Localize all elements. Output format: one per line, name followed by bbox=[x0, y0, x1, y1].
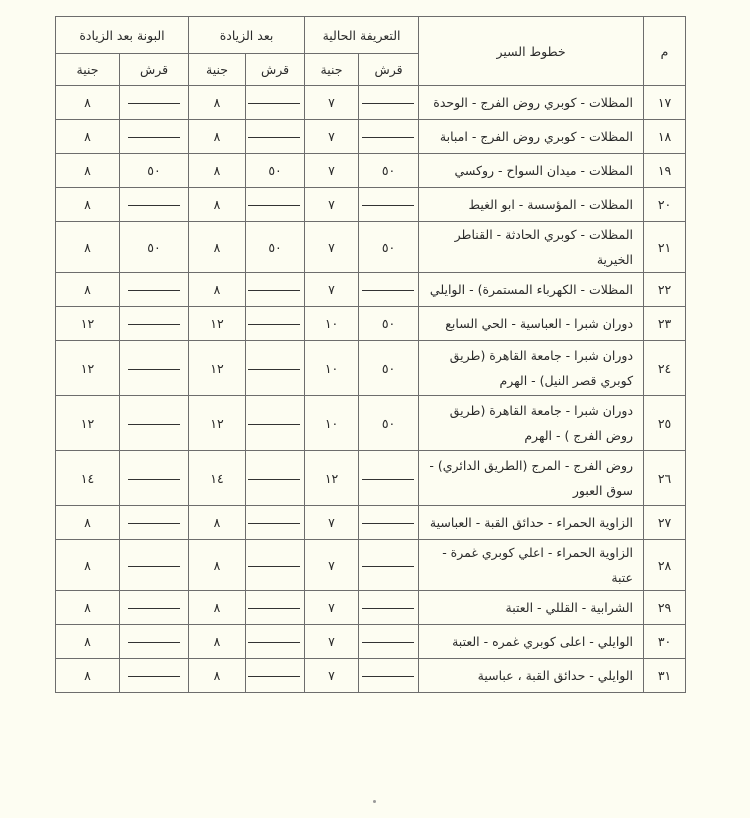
subscription-qirsh bbox=[120, 625, 189, 659]
route-name: المظلات - المؤسسة - ابو الغيط bbox=[419, 188, 644, 222]
current-fare-qirsh bbox=[359, 86, 419, 120]
table-row bbox=[56, 154, 686, 188]
current-fare-pound: ١٠ bbox=[305, 396, 359, 451]
table-row bbox=[56, 625, 686, 659]
header-qirsh: قرش bbox=[246, 54, 305, 86]
current-fare-pound: ١٢ bbox=[305, 451, 359, 506]
row-number: ١٩ bbox=[644, 154, 686, 188]
after-increase-qirsh bbox=[246, 659, 305, 693]
route-name: المظلات - كوبري روض الفرج - امبابة bbox=[419, 120, 644, 154]
subscription-pound: ٨ bbox=[56, 591, 120, 625]
table-row bbox=[56, 273, 686, 307]
empty-value-dash bbox=[128, 137, 180, 138]
table-row bbox=[56, 396, 686, 451]
header-qirsh: قرش bbox=[359, 54, 419, 86]
empty-value-dash bbox=[248, 523, 300, 524]
row-number: ٣٠ bbox=[644, 625, 686, 659]
subscription-pound: ٨ bbox=[56, 120, 120, 154]
route-name: المظلات - ميدان السواح - روكسي bbox=[419, 154, 644, 188]
empty-value-dash bbox=[128, 566, 180, 567]
current-fare-pound: ٧ bbox=[305, 188, 359, 222]
empty-value-dash bbox=[362, 642, 414, 643]
after-increase-qirsh bbox=[246, 86, 305, 120]
table-row bbox=[56, 451, 686, 506]
empty-value-dash bbox=[248, 103, 300, 104]
route-name: الزاوية الحمراء - حدائق القبة - العباسية bbox=[419, 506, 644, 540]
subscription-pound: ١٢ bbox=[56, 307, 120, 341]
empty-value-dash bbox=[362, 205, 414, 206]
empty-value-dash bbox=[128, 608, 180, 609]
route-name: دوران شبرا - العباسية - الحي السابع bbox=[419, 307, 644, 341]
route-name: المظلات - كوبري روض الفرج - الوحدة bbox=[419, 86, 644, 120]
after-increase-pound: ٨ bbox=[189, 506, 246, 540]
subscription-pound: ٨ bbox=[56, 222, 120, 273]
subscription-pound: ٨ bbox=[56, 86, 120, 120]
empty-value-dash bbox=[362, 676, 414, 677]
current-fare-qirsh: ٥٠ bbox=[359, 307, 419, 341]
route-name: دوران شبرا - جامعة القاهرة (طريق روض الفرج ) - الهرم bbox=[419, 396, 644, 451]
header-pound: جنية bbox=[189, 54, 246, 86]
after-increase-pound: ١٢ bbox=[189, 341, 246, 396]
row-number: ٢٣ bbox=[644, 307, 686, 341]
current-fare-pound: ٧ bbox=[305, 506, 359, 540]
header-pound: جنية bbox=[56, 54, 120, 86]
table-row bbox=[56, 188, 686, 222]
empty-value-dash bbox=[362, 608, 414, 609]
current-fare-qirsh bbox=[359, 273, 419, 307]
empty-value-dash bbox=[128, 479, 180, 480]
after-increase-qirsh bbox=[246, 307, 305, 341]
subscription-pound: ٨ bbox=[56, 540, 120, 591]
subscription-pound: ٨ bbox=[56, 188, 120, 222]
current-fare-qirsh: ٥٠ bbox=[359, 396, 419, 451]
subscription-qirsh bbox=[120, 396, 189, 451]
subscription-qirsh bbox=[120, 86, 189, 120]
after-increase-pound: ٨ bbox=[189, 273, 246, 307]
header-pound: جنية bbox=[305, 54, 359, 86]
empty-value-dash bbox=[128, 369, 180, 370]
current-fare-qirsh bbox=[359, 591, 419, 625]
table-row bbox=[56, 591, 686, 625]
after-increase-pound: ٨ bbox=[189, 625, 246, 659]
header-after-increase: بعد الزيادة bbox=[189, 17, 305, 54]
row-number: ١٧ bbox=[644, 86, 686, 120]
current-fare-pound: ٧ bbox=[305, 154, 359, 188]
header-subscription-after-increase: البونة بعد الزيادة bbox=[56, 17, 189, 54]
empty-value-dash bbox=[248, 205, 300, 206]
empty-value-dash bbox=[362, 479, 414, 480]
current-fare-pound: ٧ bbox=[305, 86, 359, 120]
table-row bbox=[56, 307, 686, 341]
subscription-pound: ٨ bbox=[56, 659, 120, 693]
after-increase-pound: ٨ bbox=[189, 540, 246, 591]
after-increase-qirsh: ٥٠ bbox=[246, 154, 305, 188]
after-increase-pound: ٨ bbox=[189, 222, 246, 273]
subscription-qirsh bbox=[120, 591, 189, 625]
row-number: ٢٧ bbox=[644, 506, 686, 540]
current-fare-qirsh bbox=[359, 188, 419, 222]
subscription-pound: ٨ bbox=[56, 273, 120, 307]
current-fare-qirsh bbox=[359, 659, 419, 693]
subscription-qirsh bbox=[120, 506, 189, 540]
table-row bbox=[56, 86, 686, 120]
empty-value-dash bbox=[128, 103, 180, 104]
empty-value-dash bbox=[128, 290, 180, 291]
route-name: المظلات - الكهرباء المستمرة) - الوايلي bbox=[419, 273, 644, 307]
route-name: دوران شبرا - جامعة القاهرة (طريق كوبري قصر النيل) - الهرم bbox=[419, 341, 644, 396]
after-increase-pound: ٨ bbox=[189, 591, 246, 625]
table-row bbox=[56, 120, 686, 154]
current-fare-pound: ٧ bbox=[305, 120, 359, 154]
after-increase-qirsh bbox=[246, 396, 305, 451]
current-fare-qirsh bbox=[359, 506, 419, 540]
subscription-qirsh bbox=[120, 307, 189, 341]
fare-table bbox=[55, 16, 686, 693]
empty-value-dash bbox=[128, 424, 180, 425]
current-fare-pound: ١٠ bbox=[305, 341, 359, 396]
after-increase-qirsh: ٥٠ bbox=[246, 222, 305, 273]
empty-value-dash bbox=[362, 137, 414, 138]
empty-value-dash bbox=[362, 103, 414, 104]
empty-value-dash bbox=[248, 566, 300, 567]
after-increase-pound: ١٢ bbox=[189, 307, 246, 341]
after-increase-qirsh bbox=[246, 625, 305, 659]
after-increase-qirsh bbox=[246, 120, 305, 154]
empty-value-dash bbox=[248, 324, 300, 325]
row-number: ٢٦ bbox=[644, 451, 686, 506]
current-fare-pound: ١٠ bbox=[305, 307, 359, 341]
after-increase-pound: ٨ bbox=[189, 659, 246, 693]
route-name: الزاوية الحمراء - اعلي كوبري غمرة - عتبة bbox=[419, 540, 644, 591]
subscription-pound: ٨ bbox=[56, 625, 120, 659]
current-fare-qirsh: ٥٠ bbox=[359, 222, 419, 273]
route-name: روض الفرج - المرج (الطريق الدائري) - سوق العبور bbox=[419, 451, 644, 506]
subscription-qirsh: ٥٠ bbox=[120, 154, 189, 188]
subscription-qirsh bbox=[120, 540, 189, 591]
current-fare-pound: ٧ bbox=[305, 659, 359, 693]
subscription-pound: ٨ bbox=[56, 506, 120, 540]
current-fare-pound: ٧ bbox=[305, 540, 359, 591]
subscription-pound: ٨ bbox=[56, 154, 120, 188]
after-increase-pound: ٨ bbox=[189, 86, 246, 120]
empty-value-dash bbox=[362, 290, 414, 291]
current-fare-qirsh: ٥٠ bbox=[359, 154, 419, 188]
row-number: ٢٩ bbox=[644, 591, 686, 625]
table-row bbox=[56, 540, 686, 591]
subscription-qirsh bbox=[120, 120, 189, 154]
current-fare-pound: ٧ bbox=[305, 591, 359, 625]
after-increase-qirsh bbox=[246, 341, 305, 396]
route-name: الشرابية - القللي - العتبة bbox=[419, 591, 644, 625]
empty-value-dash bbox=[128, 205, 180, 206]
current-fare-qirsh bbox=[359, 540, 419, 591]
route-name: الوايلي - حدائق القبة ، عباسية bbox=[419, 659, 644, 693]
after-increase-pound: ٨ bbox=[189, 154, 246, 188]
empty-value-dash bbox=[128, 676, 180, 677]
table-row bbox=[56, 506, 686, 540]
empty-value-dash bbox=[128, 324, 180, 325]
row-number: ٢٢ bbox=[644, 273, 686, 307]
subscription-pound: ١٢ bbox=[56, 341, 120, 396]
row-number: ٢٠ bbox=[644, 188, 686, 222]
table-row bbox=[56, 341, 686, 396]
empty-value-dash bbox=[248, 424, 300, 425]
empty-value-dash bbox=[362, 523, 414, 524]
empty-value-dash bbox=[248, 369, 300, 370]
subscription-qirsh: ٥٠ bbox=[120, 222, 189, 273]
header-routes: خطوط السير bbox=[419, 17, 644, 86]
header-number: م bbox=[644, 17, 686, 86]
empty-value-dash bbox=[128, 642, 180, 643]
after-increase-qirsh bbox=[246, 591, 305, 625]
empty-value-dash bbox=[248, 608, 300, 609]
after-increase-pound: ١٢ bbox=[189, 396, 246, 451]
empty-value-dash bbox=[248, 137, 300, 138]
empty-value-dash bbox=[248, 642, 300, 643]
empty-value-dash bbox=[248, 290, 300, 291]
after-increase-pound: ٨ bbox=[189, 120, 246, 154]
subscription-qirsh bbox=[120, 341, 189, 396]
header-current-fare: التعريفة الحالية bbox=[305, 17, 419, 54]
row-number: ٢١ bbox=[644, 222, 686, 273]
current-fare-qirsh: ٥٠ bbox=[359, 341, 419, 396]
current-fare-qirsh bbox=[359, 120, 419, 154]
after-increase-pound: ٨ bbox=[189, 188, 246, 222]
after-increase-qirsh bbox=[246, 273, 305, 307]
current-fare-pound: ٧ bbox=[305, 625, 359, 659]
subscription-pound: ١٢ bbox=[56, 396, 120, 451]
row-number: ٢٨ bbox=[644, 540, 686, 591]
table-row bbox=[56, 659, 686, 693]
empty-value-dash bbox=[248, 479, 300, 480]
after-increase-qirsh bbox=[246, 451, 305, 506]
subscription-qirsh bbox=[120, 273, 189, 307]
row-number: ١٨ bbox=[644, 120, 686, 154]
route-name: الوايلي - اعلى كوبري غمره - العتبة bbox=[419, 625, 644, 659]
current-fare-pound: ٧ bbox=[305, 222, 359, 273]
row-number: ٢٥ bbox=[644, 396, 686, 451]
row-number: ٢٤ bbox=[644, 341, 686, 396]
subscription-qirsh bbox=[120, 451, 189, 506]
after-increase-qirsh bbox=[246, 540, 305, 591]
after-increase-pound: ١٤ bbox=[189, 451, 246, 506]
route-name: المظلات - كوبري الحادثة - القناطر الخيرية bbox=[419, 222, 644, 273]
current-fare-qirsh bbox=[359, 451, 419, 506]
current-fare-pound: ٧ bbox=[305, 273, 359, 307]
table-row bbox=[56, 222, 686, 273]
empty-value-dash bbox=[362, 566, 414, 567]
row-number: ٣١ bbox=[644, 659, 686, 693]
after-increase-qirsh bbox=[246, 188, 305, 222]
after-increase-qirsh bbox=[246, 506, 305, 540]
page-mark bbox=[373, 800, 376, 803]
empty-value-dash bbox=[128, 523, 180, 524]
subscription-qirsh bbox=[120, 188, 189, 222]
empty-value-dash bbox=[248, 676, 300, 677]
subscription-pound: ١٤ bbox=[56, 451, 120, 506]
subscription-qirsh bbox=[120, 659, 189, 693]
current-fare-qirsh bbox=[359, 625, 419, 659]
header-qirsh: قرش bbox=[120, 54, 189, 86]
